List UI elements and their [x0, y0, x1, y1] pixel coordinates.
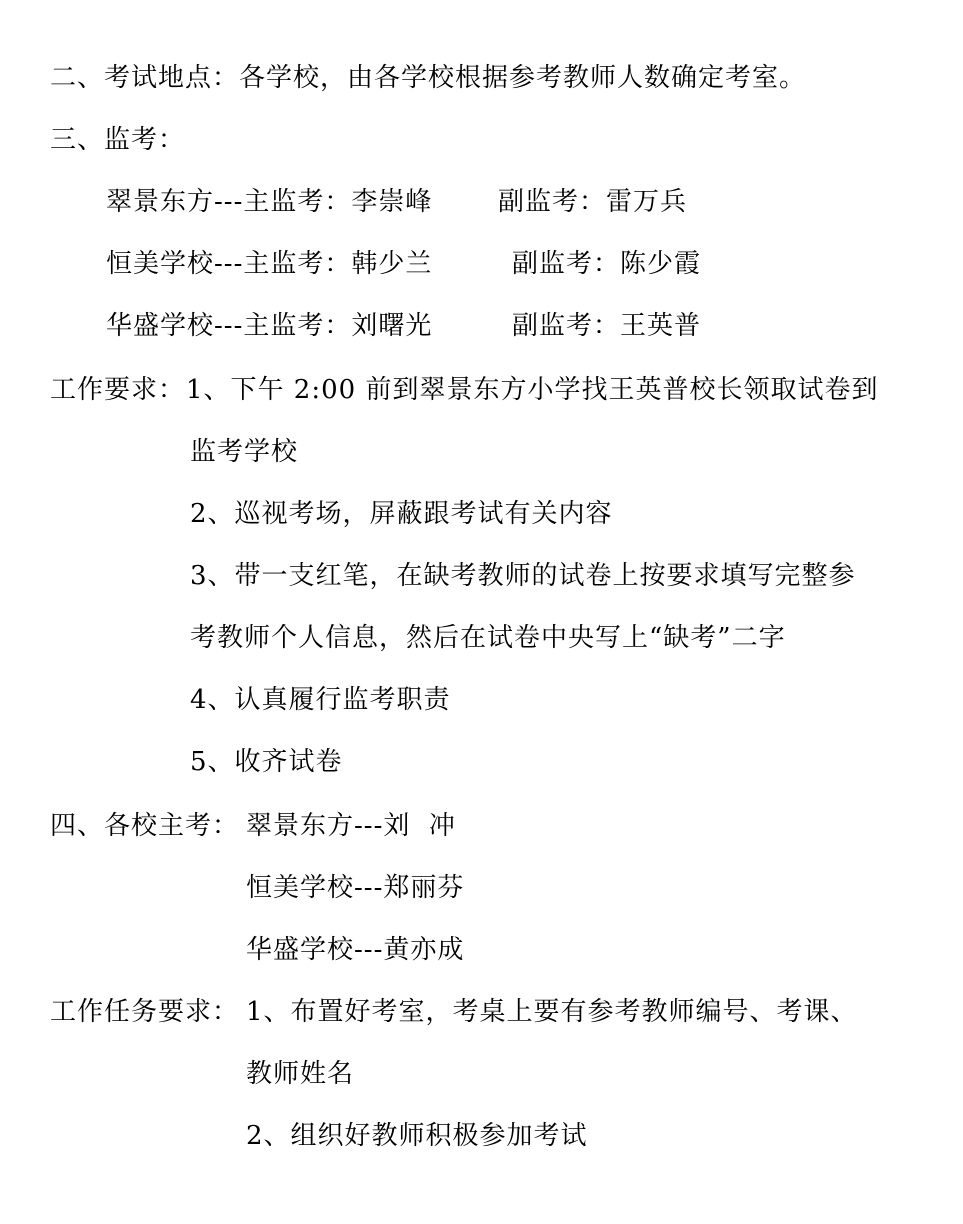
- requirement-item-3: 3、带一支红笔，在缺考教师的试卷上按要求填写完整参: [190, 561, 856, 591]
- task-requirements-label: 工作任务要求：: [50, 997, 240, 1027]
- requirement-item-1: 1、下午 2:00 前到翠景东方小学找王英普校长领取试卷到: [186, 375, 879, 405]
- proctor-main-2: 恒美学校---主监考：韩少兰: [106, 249, 433, 279]
- requirement-item-5: 5、收齐试卷: [190, 747, 343, 777]
- requirement-item-4: 4、认真履行监考职责: [190, 685, 451, 715]
- work-requirements-label: 工作要求：: [50, 375, 186, 405]
- task-item-2: 2、组织好教师积极参加考试: [246, 1121, 588, 1151]
- proctor-deputy-1: 副监考：雷万兵: [498, 187, 688, 217]
- proctor-heading: 三、监考：: [50, 125, 186, 155]
- chief-examiner-heading: 四、各校主考：: [50, 811, 240, 841]
- chief-examiner-2: 恒美学校---郑丽芬: [246, 873, 465, 903]
- proctor-deputy-3: 副监考：王英普: [512, 311, 702, 341]
- proctor-main-1: 翠景东方---主监考：李崇峰: [106, 187, 433, 217]
- exam-location-line: 二、考试地点：各学校，由各学校根据参考教师人数确定考室。: [50, 63, 807, 93]
- chief-examiner-3: 华盛学校---黄亦成: [246, 935, 465, 965]
- requirement-item-1-cont: 监考学校: [190, 437, 299, 467]
- requirement-item-3-cont: 考教师个人信息，然后在试卷中央写上“缺考”二字: [190, 623, 786, 653]
- task-item-1-cont: 教师姓名: [246, 1059, 355, 1089]
- proctor-deputy-2: 副监考：陈少霞: [512, 249, 702, 279]
- requirement-item-2: 2、巡视考场，屏蔽跟考试有关内容: [190, 499, 613, 529]
- task-item-1: 1、布置好考室，考桌上要有参考教师编号、考课、: [246, 997, 858, 1027]
- chief-examiner-1: 翠景东方---刘 冲: [246, 811, 456, 841]
- proctor-main-3: 华盛学校---主监考：刘曙光: [106, 311, 433, 341]
